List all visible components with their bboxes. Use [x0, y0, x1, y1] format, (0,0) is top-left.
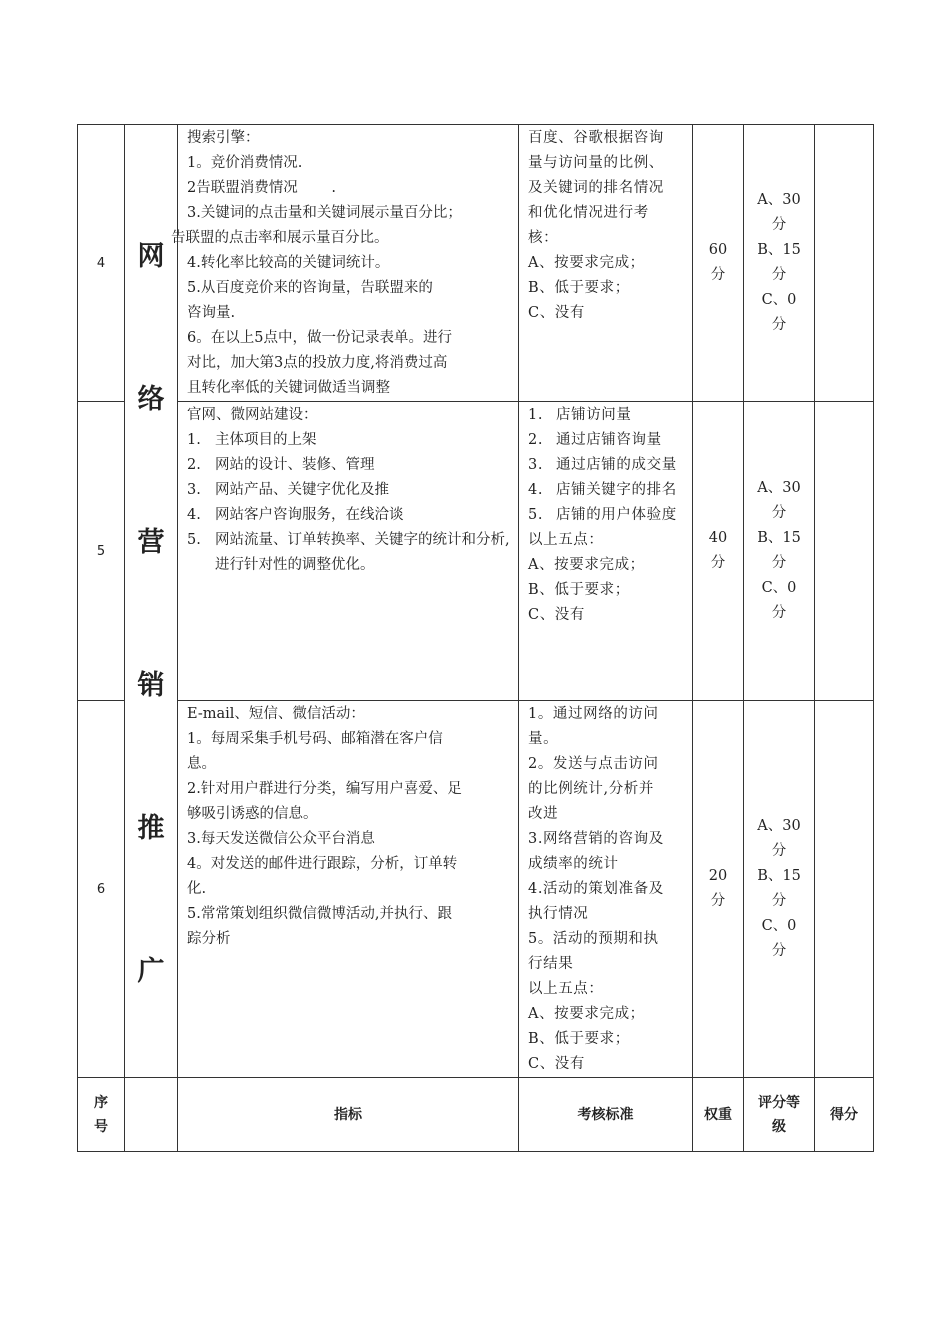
weight-cell	[693, 701, 744, 1078]
grade-line: C、0	[761, 918, 797, 934]
grade-line: B、15	[757, 530, 801, 546]
header-indicator: 指标	[178, 1078, 519, 1152]
criteria-line: 和优化情况进行考	[528, 205, 649, 221]
grade-line: B、15	[757, 868, 801, 884]
category-char: 营	[137, 527, 165, 558]
item-text: 网站的设计、装修、管理	[215, 457, 375, 473]
list-item	[528, 453, 686, 478]
criteria-cell	[519, 125, 693, 402]
list-item	[528, 428, 686, 453]
indicator-line: 4.转化率比较高的关键词统计。	[187, 255, 390, 271]
indicator-cell	[171, 125, 519, 402]
indicator-line: 1。每周采集手机号码、邮箱潜在客户信	[187, 731, 443, 747]
indicator-line: 4。对发送的邮件进行跟踪，分析，订单转	[187, 856, 458, 872]
criteria-line: 百度、谷歌根据咨询	[528, 130, 664, 146]
criteria-line: 4.活动的策划准备及	[528, 881, 664, 897]
indicator-line: 3.关键词的点击量和关键词展示量百分比；	[187, 205, 462, 221]
weight-unit: 分	[710, 893, 726, 909]
category-char: 销	[137, 670, 165, 701]
criteria-line: C、没有	[528, 607, 585, 623]
item-text: 店铺访问量	[556, 407, 632, 423]
criteria-line: C、没有	[528, 305, 585, 321]
criteria-line: C、没有	[528, 1056, 585, 1072]
indicator-line: 2告联盟消费情况 .	[187, 180, 336, 196]
row-number: 5	[78, 402, 125, 701]
header-weight: 权重	[693, 1078, 744, 1152]
header-no: 序号	[78, 1078, 125, 1152]
criteria-line: B、低于要求；	[528, 280, 630, 296]
criteria-line: B、低于要求；	[528, 582, 630, 598]
score-cell	[815, 125, 874, 402]
row-number: 4	[78, 125, 125, 402]
indicator-line: 搜索引擎：	[187, 130, 260, 146]
item-number: 1.	[528, 407, 544, 423]
header-criteria: 考核标准	[519, 1078, 693, 1152]
category-char: 络	[137, 384, 165, 415]
indicator-line: 踪分析	[187, 931, 231, 947]
indicator-line: 对比，加大第3点的投放力度,将消费过高	[187, 355, 448, 371]
criteria-line: A、按要求完成；	[528, 1006, 645, 1022]
criteria-line: B、低于要求；	[528, 1031, 630, 1047]
table-row	[78, 125, 874, 402]
category-char: 网	[137, 241, 165, 272]
criteria-line: 成绩率的统计	[528, 856, 619, 872]
grade-line: 分	[771, 843, 787, 859]
criteria-line: 执行情况	[528, 906, 589, 922]
score-cell	[815, 402, 874, 701]
category-char: 推	[137, 813, 165, 844]
criteria-line: A、按要求完成；	[528, 557, 645, 573]
item-number: 5.	[187, 532, 201, 548]
list-item	[187, 453, 512, 478]
indicator-line: 3.每天发送微信公众平台消息	[187, 831, 375, 847]
item-text: 网站产品、关键字优化及推	[215, 482, 389, 498]
grade-line: A、30	[757, 192, 801, 208]
criteria-line: 2。发送与点击访问	[528, 756, 659, 772]
item-text: 店铺的用户体验度	[556, 507, 677, 523]
item-number: 2.	[187, 457, 201, 473]
grade-line: C、0	[761, 292, 797, 308]
criteria-line: 3.网络营销的咨询及	[528, 831, 664, 847]
indicator-line: 2.针对用户群进行分类，编写用户喜爱、足	[187, 781, 462, 797]
criteria-line: 以上五点：	[528, 532, 604, 548]
grade-cell	[744, 125, 815, 402]
indicator-line: 1。竞价消费情况.	[187, 155, 303, 171]
indicator-line: 6。在以上5点中，做一份记录表单。进行	[187, 330, 452, 346]
category-cell	[125, 125, 178, 1078]
item-text: 店铺关键字的排名	[556, 482, 677, 498]
indicator-line: 够吸引诱惑的信息。	[187, 806, 318, 822]
item-text: 网站客户咨询服务，在线洽谈	[215, 507, 404, 523]
grade-line: B、15	[757, 242, 801, 258]
grade-line: 分	[771, 605, 787, 621]
criteria-line: 量与访问量的比例、	[528, 155, 664, 171]
indicator-line: 5.常常策划组织微信微博活动,并执行、跟	[187, 906, 452, 922]
indicator-line: 且转化率低的关键词做适当调整	[187, 380, 390, 396]
list-item	[528, 403, 686, 428]
grade-line: 分	[771, 317, 787, 333]
item-number: 2.	[528, 432, 544, 448]
grade-line: 分	[771, 893, 787, 909]
weight-unit: 分	[710, 267, 726, 283]
indicator-line: 5.从百度竞价来的咨询量，告联盟来的	[187, 280, 433, 296]
item-number: 5.	[528, 507, 544, 523]
criteria-line: 改进	[528, 806, 559, 822]
criteria-cell	[519, 402, 693, 701]
assessment-table	[77, 124, 874, 1152]
criteria-line: A、按要求完成；	[528, 255, 645, 271]
indicator-line: 化.	[187, 881, 207, 897]
indicator-line: E-mail、短信、微信活动：	[187, 706, 365, 722]
item-text: 通过店铺的成交量	[556, 457, 677, 473]
list-item	[187, 528, 512, 578]
weight-value: 40	[708, 530, 728, 546]
header-score: 得分	[815, 1078, 874, 1152]
item-text: 网站流量、订单转换率、关键字的统计和分析,进行针对性的调整优化。	[215, 532, 510, 573]
criteria-cell	[519, 701, 693, 1078]
indicator-line: 咨询量.	[187, 305, 236, 321]
weight-value: 60	[708, 242, 728, 258]
list-item	[528, 503, 686, 528]
grade-line: 分	[771, 555, 787, 571]
indicator-line: 告联盟的点击率和展示量百分比。	[171, 230, 389, 246]
criteria-line: 量。	[528, 731, 559, 747]
indicator-line: 息。	[187, 756, 216, 772]
grade-line: A、30	[757, 818, 801, 834]
item-text: 通过店铺咨询量	[556, 432, 662, 448]
grade-line: C、0	[761, 580, 797, 596]
criteria-line: 核：	[528, 230, 559, 246]
grade-cell	[744, 701, 815, 1078]
list-item	[187, 478, 512, 503]
weight-unit: 分	[710, 555, 726, 571]
indicator-cell	[178, 402, 519, 701]
weight-value: 20	[708, 868, 728, 884]
criteria-line: 行结果	[528, 956, 574, 972]
header-row	[78, 1078, 874, 1152]
header-grade: 评分等级	[744, 1078, 815, 1152]
category-char: 广	[137, 956, 165, 987]
list-item	[187, 428, 512, 453]
grade-cell	[744, 402, 815, 701]
weight-cell	[693, 125, 744, 402]
grade-line: 分	[771, 943, 787, 959]
criteria-line: 5。活动的预期和执	[528, 931, 659, 947]
grade-line: 分	[771, 267, 787, 283]
grade-line: 分	[771, 217, 787, 233]
table-row	[78, 402, 874, 701]
weight-cell	[693, 402, 744, 701]
score-cell	[815, 701, 874, 1078]
item-number: 3.	[528, 457, 544, 473]
criteria-line: 以上五点：	[528, 981, 604, 997]
grade-line: 分	[771, 505, 787, 521]
item-number: 4.	[187, 507, 201, 523]
item-number: 4.	[528, 482, 544, 498]
criteria-line: 1。通过网络的访问	[528, 706, 659, 722]
item-number: 1.	[187, 432, 201, 448]
list-item	[187, 503, 512, 528]
list-item	[528, 478, 686, 503]
table-row	[78, 701, 874, 1078]
criteria-line: 及关键词的排名情况	[528, 180, 664, 196]
item-number: 3.	[187, 482, 201, 498]
item-text: 主体项目的上架	[215, 432, 317, 448]
header-category	[125, 1078, 178, 1152]
row-number: 6	[78, 701, 125, 1078]
grade-line: A、30	[757, 480, 801, 496]
indicator-cell	[178, 701, 519, 1078]
indicator-line: 官网、微网站建设：	[187, 407, 318, 423]
criteria-line: 的比例统计,分析并	[528, 781, 655, 797]
